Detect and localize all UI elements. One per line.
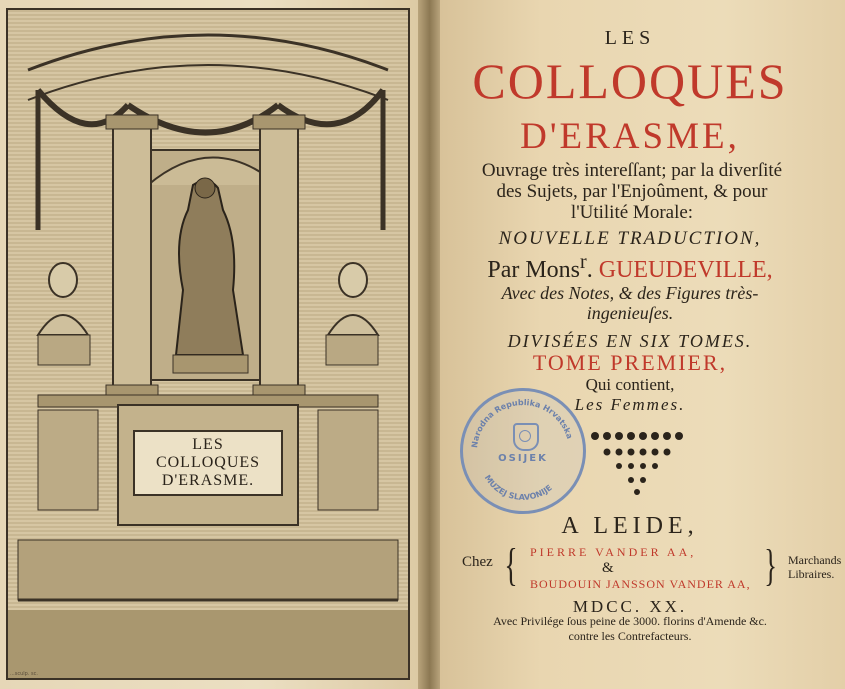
engraver-credit: ...sculp. sc. — [10, 671, 38, 677]
stamp-museum-text: MUZEJ SLAVONIJE — [482, 473, 554, 502]
left-brace: { — [504, 539, 518, 590]
main-title: COLLOQUES — [472, 53, 788, 109]
svg-text:MUZEJ SLAVONIJE — [483, 473, 554, 502]
engraved-plate — [6, 8, 410, 680]
marchands-libraires — [788, 553, 841, 581]
inscription-line-1: LES — [192, 436, 224, 453]
marchands-line-2: Libraires. — [788, 567, 835, 581]
imprint-city: A LEIDE, — [561, 513, 699, 539]
stamp-ring-text: Narodna Republika Hrvatska — [470, 397, 575, 449]
library-stamp — [460, 388, 586, 514]
engraving-illustration — [8, 10, 408, 678]
author-name: GUEUDEVILLE, — [598, 257, 773, 283]
notes-line-2: ingenieuſes. — [586, 303, 674, 323]
subtitle: D'ERASME, — [520, 116, 740, 157]
publisher-1: PIERRE VANDER AA, — [530, 545, 697, 559]
tome-premier: TOME PREMIER, — [532, 350, 728, 375]
right-brace: } — [764, 541, 777, 590]
author-line: Par Mons$^r$. GUEUDEVILLE, — [487, 251, 773, 283]
inscription-line-2: COLLOQUES — [155, 454, 261, 471]
par-prefix: Par Mons — [487, 257, 581, 283]
par-superscript: r — [580, 251, 587, 273]
privilege-notice — [440, 614, 820, 644]
stamp-ring — [463, 391, 583, 511]
divisees-line: DIVISÉES EN SIX TOMES. — [507, 331, 753, 351]
description-line-2: des Sujets, par l'Enjoûment, & pour — [496, 181, 768, 202]
nouvelle-traduction: NOUVELLE TRADUCTION, — [498, 228, 762, 249]
privilege-line-2: contre les Contrefacteurs. — [568, 629, 692, 643]
chez: Chez — [462, 554, 493, 570]
privilege-line-1: Avec Privilége ſous peine de 3000. florins d'Amende &c. — [493, 614, 767, 628]
notes-line — [440, 283, 820, 323]
pedestal-inscription — [133, 430, 283, 496]
printer-ornament — [585, 428, 695, 498]
qui-contient: Qui contient, — [585, 375, 675, 394]
inscription-line-3: D'ERASME. — [161, 472, 255, 489]
notes-line-1: Avec des Notes, & des Figures très- — [501, 283, 759, 303]
publisher-ampersand: & — [602, 560, 614, 576]
title-les: LES — [604, 27, 656, 49]
description — [444, 160, 820, 223]
description-line-3: l'Utilité Morale: — [570, 202, 694, 223]
publication-year: MDCC. XX. — [572, 597, 688, 616]
publisher-2: BOUDOUIN JANSSON VANDER AA, — [530, 577, 751, 591]
stamp-city: OSIJEK — [498, 453, 548, 464]
title-page — [440, 0, 845, 689]
description-line-1: Ouvrage très intereſſant; par la diverſité — [481, 160, 783, 181]
les-femmes: Les Femmes. — [574, 395, 686, 414]
marchands-line-1: Marchands — [788, 553, 842, 567]
stamp-crest-icon — [513, 423, 539, 451]
